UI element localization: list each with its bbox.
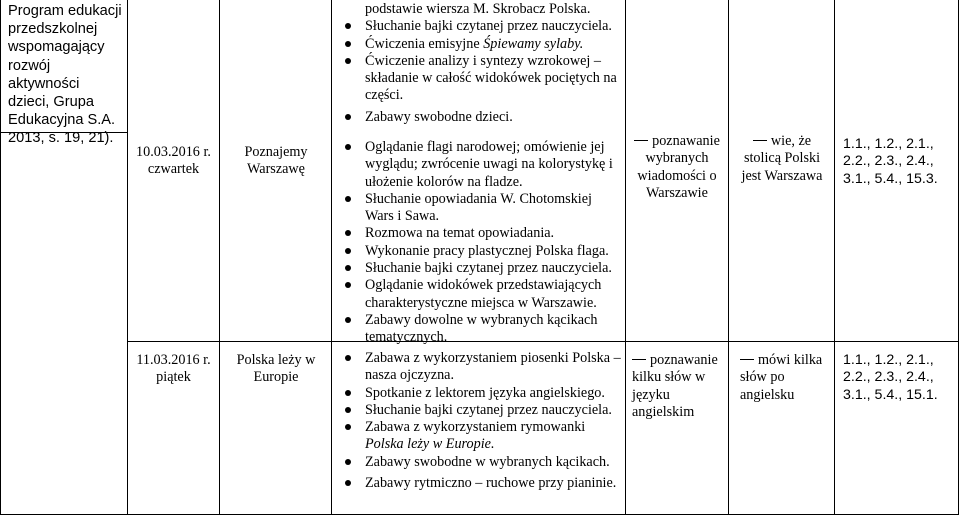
activities-row0 [343,1,623,126]
activity-item: Zabawa z wykorzystaniem rymowanki Polska leży w Europie. [343,419,623,454]
activity-item: Słuchanie bajki czytanej przez nauczyciela. [343,402,623,419]
activity-item: Zabawy rytmiczno – ruchowe przy pianinie. [343,475,623,492]
activity-item: Ćwiczenie analizy i syntezy wzrokowej – składanie w całość widokówek pociętych na części. [343,53,623,105]
col-line-2 [219,0,220,515]
activity-item: Słuchanie bajki czytanej przez nauczyciela. [343,260,623,277]
activity-item: podstawie wiersza M. Skrobacz Polska. [365,1,591,17]
row1-objective: poznawanie wybranych wiadomości o Warszawie [632,133,722,202]
activity-item: Słuchanie bajki czytanej przez nauczyciela. [343,18,623,35]
row2-outcome: mówi kilka słów po angielsku [740,352,823,403]
dash-icon [634,140,648,141]
col-line-5 [728,0,729,515]
dash-icon [740,359,754,360]
col-line-4 [625,0,626,515]
col-line-6 [834,0,835,515]
row1-outcome: wie, że stolicą Polski jest Warszawa [741,133,823,184]
row2-date-cell [128,352,219,387]
weekday: czwartek [147,161,200,178]
col-line-1 [127,0,128,515]
activities-row2 [343,350,623,492]
activity-item: Ćwiczenia emisyjne Śpiewamy sylaby. [343,36,623,53]
activity-item: Słuchanie opowiadania W. Chotomskiej Wars i Sawa. [343,191,623,226]
source-citation: Program edukacji przedszkolnej wspomagający rozwój aktywności dzieci, Grupa Edukacyjna S.A. 2013, s. 19, 21). [8,3,122,147]
dash-icon [632,359,646,360]
activity-item: Wykonanie pracy plastycznej Polska flaga. [343,243,623,260]
col-line-3 [331,0,332,515]
dash-icon [753,140,767,141]
activity-item: Oglądanie flagi narodowej; omówienie jej wyglądu; zwrócenie uwagi na kolorystykę i ułożenie kolorów na fladze. [343,139,623,191]
row2-codes: 1.1., 1.2., 2.1., 2.2., 2.3., 2.4., 3.1., 5.4., 15.1. [843,352,938,403]
row1-topic: Poznajemy Warszawę [244,144,308,178]
activity-item: Zabawy dowolne w wybranych kącikach tematycznych. [343,312,623,347]
weekday: piątek [156,369,191,386]
activities-row1 [343,139,623,347]
date: 11.03.2016 r. [136,352,211,368]
activity-item: Oglądanie widokówek przedstawiających charakterystyczne miejsca w Warszawie. [343,277,623,312]
activity-item: Spotkanie z lektorem języka angielskiego. [343,385,623,402]
col-line-0 [0,0,1,515]
activity-item: Zabawy swobodne dzieci. [343,109,623,126]
activity-item: Zabawy swobodne w wybranych kącikach. [343,454,623,471]
activity-item: Rozmowa na temat opowiadania. [343,225,623,242]
row1-codes: 1.1., 1.2., 2.1., 2.2., 2.3., 2.4., 3.1., 5.4., 15.3. [843,136,938,187]
row1-date-cell [128,144,219,179]
date: 10.03.2016 r. [136,144,211,160]
activity-item: Zabawa z wykorzystaniem piosenki Polska – nasza ojczyzna. [343,350,623,385]
row2-objective: poznawanie kilku słów w języku angielskim [632,352,718,420]
row2-topic: Polska leży w Europie [236,352,316,386]
